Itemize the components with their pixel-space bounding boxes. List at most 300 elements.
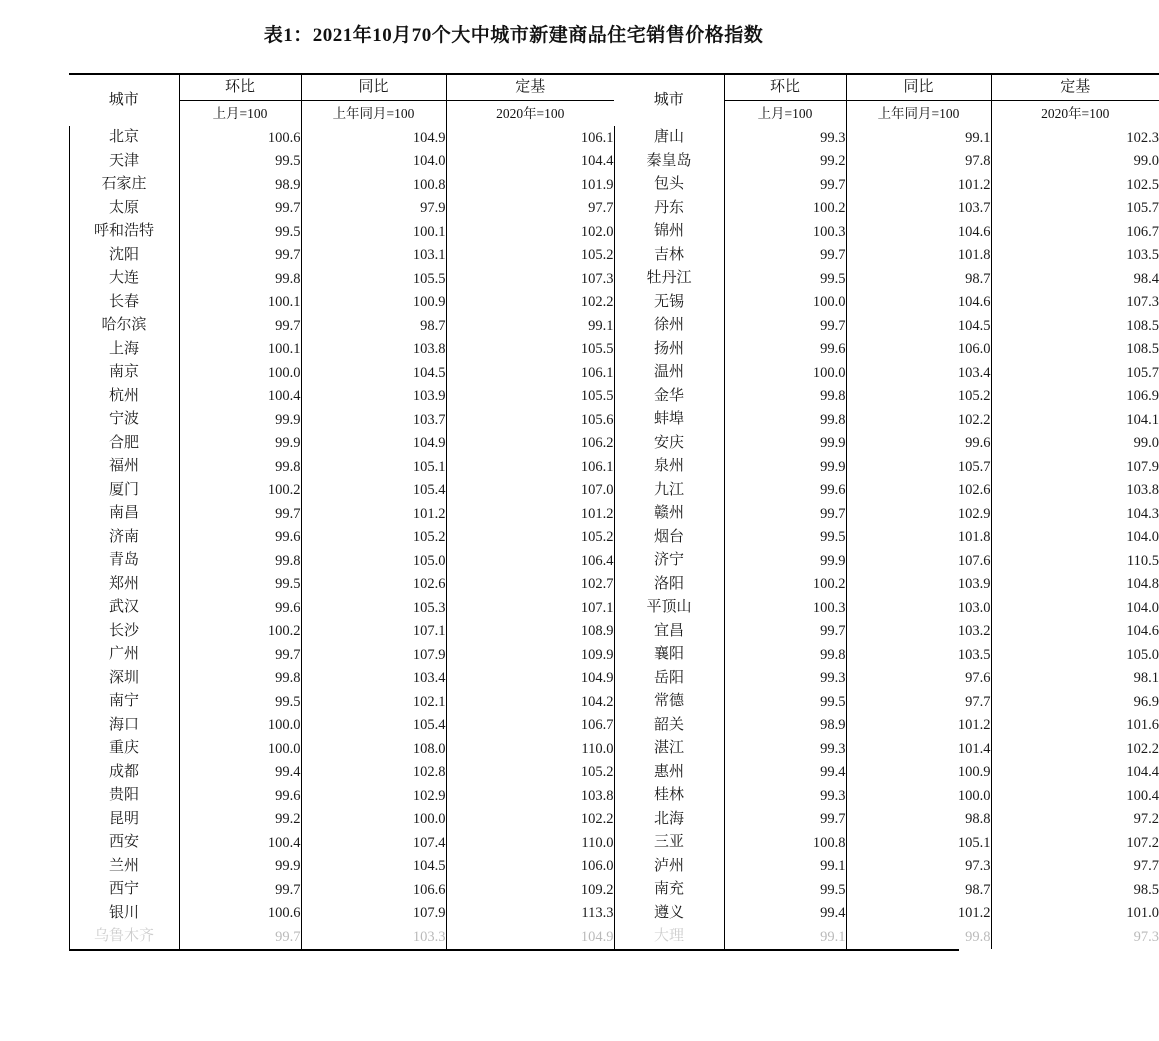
mom-value-left: 99.5 — [179, 690, 301, 714]
city-name-left: 哈尔滨 — [69, 314, 179, 338]
mom-value-left: 99.4 — [179, 761, 301, 785]
title-container — [0, 0, 1027, 47]
mom-value-left: 99.7 — [179, 643, 301, 667]
yoy-value-left: 100.0 — [301, 808, 446, 832]
city-name-right: 锦州 — [614, 220, 724, 244]
yoy-value-right: 97.8 — [846, 150, 991, 174]
city-name-left: 太原 — [69, 197, 179, 221]
yoy-value-right: 105.7 — [846, 455, 991, 479]
base-value-right: 108.5 — [1126, 317, 1159, 334]
base-value-left: 105.6 — [580, 411, 614, 428]
city-name-right: 徐州 — [614, 314, 724, 338]
base-value-right: 103.5 — [1126, 247, 1159, 263]
base-value-right: 104.0 — [1126, 599, 1159, 616]
yoy-value-right: 101.8 — [846, 526, 991, 550]
base-value-left: 105.5 — [580, 341, 614, 357]
mom-value-right: 99.9 — [724, 432, 846, 456]
base-value-right: 104.3 — [1126, 505, 1159, 522]
base-value-left: 107.0 — [580, 482, 614, 498]
yoy-value-right: 103.7 — [846, 197, 991, 221]
base-value-right: 107.3 — [1126, 294, 1159, 310]
base-value-left: 103.8 — [580, 787, 614, 804]
mom-value-left: 99.9 — [179, 855, 301, 879]
mom-value-left: 99.8 — [179, 455, 301, 479]
base-value-left: 105.2 — [580, 529, 614, 545]
mom-value-right: 99.8 — [724, 408, 846, 432]
base-value-left: 106.0 — [580, 858, 614, 874]
city-name-right: 九江 — [614, 479, 724, 503]
yoy-value-left: 105.1 — [301, 455, 446, 479]
city-name-left: 宁波 — [69, 408, 179, 432]
mom-value-right: 100.3 — [724, 220, 846, 244]
table-row — [69, 479, 1159, 503]
city-name-left: 大连 — [69, 267, 179, 291]
yoy-value-left: 107.4 — [301, 831, 446, 855]
header-row-main — [69, 74, 1159, 101]
base-value-right: 97.3 — [1133, 928, 1159, 945]
base-value-right: 105.7 — [1126, 364, 1159, 381]
table-row — [69, 643, 1159, 667]
table-row — [69, 690, 1159, 714]
base-value-left: 104.9 — [580, 928, 614, 945]
yoy-value-left: 103.4 — [301, 667, 446, 691]
mom-value-right: 99.3 — [724, 667, 846, 691]
table-row — [69, 244, 1159, 268]
city-name-right: 扬州 — [614, 338, 724, 362]
city-name-left: 广州 — [69, 643, 179, 667]
yoy-value-right: 99.6 — [846, 432, 991, 456]
mom-value-right: 99.5 — [724, 267, 846, 291]
table-row — [69, 831, 1159, 855]
yoy-value-left: 105.0 — [301, 549, 446, 573]
mom-value-left: 99.7 — [179, 878, 301, 902]
city-name-right: 岳阳 — [614, 667, 724, 691]
city-name-left: 上海 — [69, 338, 179, 362]
table-row — [69, 126, 1159, 150]
yoy-value-left: 105.4 — [301, 714, 446, 738]
page-title: 表1：2021年10月70个大中城市新建商品住宅销售价格指数 — [263, 25, 764, 46]
table-row — [69, 784, 1159, 808]
base-value-right: 99.0 — [1133, 435, 1159, 451]
city-name-left: 成都 — [69, 761, 179, 785]
yoy-value-right: 103.0 — [846, 596, 991, 620]
mom-value-left: 99.7 — [179, 244, 301, 268]
city-name-left: 石家庄 — [69, 173, 179, 197]
city-name-right: 金华 — [614, 385, 724, 409]
mom-value-left: 99.9 — [179, 432, 301, 456]
city-name-right: 秦皇岛 — [614, 150, 724, 174]
header-city-left: 城市 — [69, 74, 179, 126]
yoy-value-right: 101.2 — [846, 902, 991, 926]
base-value-right: 107.9 — [1126, 458, 1159, 475]
base-value-left: 106.1 — [580, 364, 614, 381]
city-name-right: 南充 — [614, 878, 724, 902]
city-name-right: 襄阳 — [614, 643, 724, 667]
city-name-left: 长春 — [69, 291, 179, 315]
yoy-value-left: 102.6 — [301, 573, 446, 597]
city-name-left: 深圳 — [69, 667, 179, 691]
mom-value-right: 100.2 — [724, 573, 846, 597]
header-yoy-right: 同比 — [846, 74, 991, 101]
base-value-left: 109.9 — [580, 646, 614, 663]
mom-value-right: 99.8 — [724, 643, 846, 667]
table-row — [69, 925, 1159, 949]
yoy-value-right: 98.8 — [846, 808, 991, 832]
header-base-sub-right: 2020年=100 — [991, 101, 1159, 127]
city-name-left: 呼和浩特 — [69, 220, 179, 244]
mom-value-left: 99.7 — [179, 314, 301, 338]
mom-value-right: 99.7 — [724, 620, 846, 644]
city-name-left: 青岛 — [69, 549, 179, 573]
table-row — [69, 526, 1159, 550]
table-row — [69, 878, 1159, 902]
city-name-right: 北海 — [614, 808, 724, 832]
yoy-value-right: 97.7 — [846, 690, 991, 714]
city-name-right: 三亚 — [614, 831, 724, 855]
base-value-left: 110.0 — [581, 834, 614, 851]
city-name-left: 天津 — [69, 150, 179, 174]
housing-price-index-table — [69, 73, 1159, 949]
city-name-right: 安庆 — [614, 432, 724, 456]
base-value-left: 106.2 — [580, 435, 614, 451]
yoy-value-right: 101.2 — [846, 173, 991, 197]
yoy-value-left: 105.5 — [301, 267, 446, 291]
mom-value-right: 100.2 — [724, 197, 846, 221]
city-name-left: 西安 — [69, 831, 179, 855]
base-value-left: 102.7 — [580, 576, 614, 592]
city-name-right: 大理 — [614, 925, 724, 949]
base-value-left: 101.9 — [580, 176, 614, 193]
base-value-right: 101.0 — [1126, 905, 1159, 921]
mom-value-right: 100.0 — [724, 361, 846, 385]
mom-value-left: 100.4 — [179, 831, 301, 855]
table-row — [69, 173, 1159, 197]
yoy-value-right: 103.4 — [846, 361, 991, 385]
mom-value-right: 99.7 — [724, 244, 846, 268]
base-value-right: 110.5 — [1126, 552, 1159, 569]
mom-value-left: 100.1 — [179, 291, 301, 315]
city-name-left: 银川 — [69, 902, 179, 926]
mom-value-right: 99.5 — [724, 526, 846, 550]
yoy-value-right: 102.2 — [846, 408, 991, 432]
base-value-right: 104.0 — [1126, 529, 1159, 545]
base-value-right: 106.9 — [1126, 388, 1159, 404]
city-name-right: 包头 — [614, 173, 724, 197]
mom-value-right: 99.9 — [724, 549, 846, 573]
mom-value-left: 99.6 — [179, 596, 301, 620]
base-value-right: 105.0 — [1126, 646, 1159, 663]
base-value-right: 105.7 — [1126, 200, 1159, 216]
yoy-value-left: 103.3 — [301, 925, 446, 949]
yoy-value-left: 105.2 — [301, 526, 446, 550]
yoy-value-left: 104.9 — [301, 126, 446, 150]
city-name-right: 牡丹江 — [614, 267, 724, 291]
yoy-value-right: 103.5 — [846, 643, 991, 667]
city-name-left: 海口 — [69, 714, 179, 738]
mom-value-right: 99.4 — [724, 902, 846, 926]
table-row — [69, 502, 1159, 526]
city-name-left: 合肥 — [69, 432, 179, 456]
base-value-right: 104.6 — [1126, 623, 1159, 639]
yoy-value-right: 104.5 — [846, 314, 991, 338]
city-name-left: 乌鲁木齐 — [69, 925, 179, 949]
mom-value-right: 100.0 — [724, 291, 846, 315]
yoy-value-left: 102.9 — [301, 784, 446, 808]
table-head — [69, 74, 1159, 126]
city-name-right: 济宁 — [614, 549, 724, 573]
yoy-value-right: 98.7 — [846, 878, 991, 902]
mom-value-right: 99.2 — [724, 150, 846, 174]
base-value-right: 104.4 — [1126, 764, 1159, 780]
mom-value-right: 99.3 — [724, 126, 846, 150]
city-name-right: 烟台 — [614, 526, 724, 550]
base-value-right: 101.6 — [1126, 717, 1159, 733]
table-row — [69, 385, 1159, 409]
yoy-value-left: 103.9 — [301, 385, 446, 409]
yoy-value-right: 107.6 — [846, 549, 991, 573]
city-name-left: 厦门 — [69, 479, 179, 503]
table-row — [69, 667, 1159, 691]
base-value-right: 108.5 — [1126, 341, 1159, 357]
table-row — [69, 455, 1159, 479]
table-row — [69, 291, 1159, 315]
city-name-right: 桂林 — [614, 784, 724, 808]
yoy-value-right: 99.1 — [846, 126, 991, 150]
mom-value-left: 100.6 — [179, 902, 301, 926]
table-row — [69, 197, 1159, 221]
table-row — [69, 855, 1159, 879]
table-row — [69, 150, 1159, 174]
base-value-right: 107.2 — [1126, 834, 1159, 851]
mom-value-left: 99.8 — [179, 549, 301, 573]
city-name-left: 南宁 — [69, 690, 179, 714]
table-row — [69, 620, 1159, 644]
mom-value-right: 99.3 — [724, 784, 846, 808]
yoy-value-left: 102.1 — [301, 690, 446, 714]
yoy-value-left: 104.5 — [301, 361, 446, 385]
city-name-left: 武汉 — [69, 596, 179, 620]
mom-value-right: 99.5 — [724, 878, 846, 902]
city-name-right: 惠州 — [614, 761, 724, 785]
base-value-left: 107.3 — [580, 270, 614, 287]
mom-value-left: 100.4 — [179, 385, 301, 409]
yoy-value-left: 101.2 — [301, 502, 446, 526]
base-value-right: 106.7 — [1126, 223, 1159, 240]
table-row — [69, 338, 1159, 362]
city-name-left: 贵阳 — [69, 784, 179, 808]
yoy-value-right: 101.2 — [846, 714, 991, 738]
base-value-right: 102.3 — [1126, 129, 1159, 146]
base-value-right: 100.4 — [1126, 787, 1159, 804]
city-name-left: 济南 — [69, 526, 179, 550]
mom-value-left: 99.9 — [179, 408, 301, 432]
base-value-left: 102.2 — [580, 811, 614, 827]
yoy-value-left: 104.5 — [301, 855, 446, 879]
yoy-value-left: 102.8 — [301, 761, 446, 785]
table-row — [69, 808, 1159, 832]
mom-value-right: 99.1 — [724, 855, 846, 879]
mom-value-right: 98.9 — [724, 714, 846, 738]
mom-value-left: 99.7 — [179, 925, 301, 949]
table-row — [69, 902, 1159, 926]
yoy-value-left: 100.1 — [301, 220, 446, 244]
city-name-left: 长沙 — [69, 620, 179, 644]
city-name-left: 昆明 — [69, 808, 179, 832]
yoy-value-right: 101.8 — [846, 244, 991, 268]
mom-value-right: 99.6 — [724, 479, 846, 503]
city-name-right: 唐山 — [614, 126, 724, 150]
base-value-left: 105.2 — [580, 247, 614, 263]
mom-value-left: 99.7 — [179, 502, 301, 526]
yoy-value-left: 103.8 — [301, 338, 446, 362]
base-value-left: 106.1 — [580, 458, 614, 475]
table-container — [69, 73, 1159, 949]
yoy-value-left: 105.3 — [301, 596, 446, 620]
city-name-right: 泉州 — [614, 455, 724, 479]
table-row — [69, 314, 1159, 338]
base-value-left: 106.1 — [580, 129, 614, 146]
yoy-value-right: 106.0 — [846, 338, 991, 362]
yoy-value-right: 99.8 — [846, 925, 991, 949]
table-row — [69, 714, 1159, 738]
yoy-value-right: 103.9 — [846, 573, 991, 597]
base-value-left: 104.2 — [580, 693, 614, 710]
bottom-fade-overlay — [0, 1011, 1027, 1041]
city-name-left: 福州 — [69, 455, 179, 479]
mom-value-right: 100.8 — [724, 831, 846, 855]
header-base-left: 定基 — [446, 74, 614, 101]
base-value-left: 113.3 — [581, 905, 614, 921]
base-value-right: 104.1 — [1126, 411, 1159, 428]
base-value-left: 106.7 — [580, 717, 614, 733]
mom-value-left: 100.0 — [179, 714, 301, 738]
yoy-value-right: 105.1 — [846, 831, 991, 855]
base-value-left: 110.0 — [581, 740, 614, 757]
base-value-left: 104.9 — [580, 670, 614, 686]
mom-value-left: 100.0 — [179, 737, 301, 761]
city-name-left: 北京 — [69, 126, 179, 150]
city-name-left: 杭州 — [69, 385, 179, 409]
city-name-left: 南昌 — [69, 502, 179, 526]
yoy-value-left: 103.1 — [301, 244, 446, 268]
city-name-left: 郑州 — [69, 573, 179, 597]
mom-value-right: 99.6 — [724, 338, 846, 362]
city-name-right: 赣州 — [614, 502, 724, 526]
base-value-left: 106.4 — [580, 552, 614, 569]
base-value-left: 102.2 — [580, 294, 614, 310]
yoy-value-left: 108.0 — [301, 737, 446, 761]
base-value-right: 96.9 — [1133, 693, 1159, 710]
base-value-right: 102.2 — [1126, 740, 1159, 757]
base-value-left: 108.9 — [580, 623, 614, 639]
base-value-left: 97.7 — [588, 200, 614, 216]
yoy-value-left: 107.9 — [301, 902, 446, 926]
city-name-right: 平顶山 — [614, 596, 724, 620]
header-yoy-sub-left: 上年同月=100 — [301, 101, 446, 127]
mom-value-right: 99.7 — [724, 808, 846, 832]
base-value-right: 98.5 — [1133, 881, 1159, 898]
city-name-right: 洛阳 — [614, 573, 724, 597]
header-base-sub-left: 2020年=100 — [446, 101, 614, 127]
mom-value-left: 99.6 — [179, 784, 301, 808]
header-mom-left: 环比 — [179, 74, 301, 101]
city-name-left: 兰州 — [69, 855, 179, 879]
base-value-right: 97.2 — [1133, 811, 1159, 827]
yoy-value-right: 104.6 — [846, 291, 991, 315]
mom-value-left: 98.9 — [179, 173, 301, 197]
base-value-right: 99.0 — [1133, 153, 1159, 169]
mom-value-right: 99.7 — [724, 173, 846, 197]
mom-value-right: 99.5 — [724, 690, 846, 714]
city-name-right: 无锡 — [614, 291, 724, 315]
base-value-left: 109.2 — [580, 881, 614, 898]
city-name-right: 湛江 — [614, 737, 724, 761]
mom-value-left: 100.1 — [179, 338, 301, 362]
yoy-value-right: 103.2 — [846, 620, 991, 644]
mom-value-left: 100.6 — [179, 126, 301, 150]
mom-value-left: 100.2 — [179, 620, 301, 644]
base-value-left: 101.2 — [580, 505, 614, 522]
yoy-value-left: 107.1 — [301, 620, 446, 644]
city-name-left: 南京 — [69, 361, 179, 385]
base-value-left: 99.1 — [588, 317, 614, 334]
table-row — [69, 737, 1159, 761]
yoy-value-right: 97.6 — [846, 667, 991, 691]
table-body — [69, 126, 1159, 949]
base-value-left: 105.2 — [580, 764, 614, 780]
yoy-value-right: 102.9 — [846, 502, 991, 526]
table-row — [69, 267, 1159, 291]
header-mom-right: 环比 — [724, 74, 846, 101]
yoy-value-right: 98.7 — [846, 267, 991, 291]
yoy-value-right: 101.4 — [846, 737, 991, 761]
base-value-right: 104.8 — [1126, 576, 1159, 592]
yoy-value-left: 104.0 — [301, 150, 446, 174]
city-name-right: 温州 — [614, 361, 724, 385]
base-value-right: 98.1 — [1133, 670, 1159, 686]
yoy-value-left: 106.6 — [301, 878, 446, 902]
yoy-value-left: 103.7 — [301, 408, 446, 432]
table-row — [69, 761, 1159, 785]
base-value-left: 107.1 — [580, 599, 614, 616]
table-bottom-rule — [69, 949, 959, 951]
mom-value-left: 99.5 — [179, 220, 301, 244]
base-value-right: 98.4 — [1133, 270, 1159, 287]
table-row — [69, 549, 1159, 573]
base-value-right: 97.7 — [1133, 858, 1159, 874]
base-value-left: 104.4 — [580, 153, 614, 169]
yoy-value-right: 102.6 — [846, 479, 991, 503]
city-name-right: 吉林 — [614, 244, 724, 268]
header-city-right: 城市 — [614, 74, 724, 126]
header-mom-sub-left: 上月=100 — [179, 101, 301, 127]
yoy-value-right: 97.3 — [846, 855, 991, 879]
yoy-value-right: 100.9 — [846, 761, 991, 785]
table-row — [69, 596, 1159, 620]
mom-value-left: 100.0 — [179, 361, 301, 385]
mom-value-right: 99.7 — [724, 502, 846, 526]
yoy-value-right: 105.2 — [846, 385, 991, 409]
mom-value-left: 99.6 — [179, 526, 301, 550]
yoy-value-right: 100.0 — [846, 784, 991, 808]
mom-value-right: 99.8 — [724, 385, 846, 409]
table-row — [69, 408, 1159, 432]
base-value-left: 105.5 — [580, 388, 614, 404]
yoy-value-left: 97.9 — [301, 197, 446, 221]
city-name-right: 宜昌 — [614, 620, 724, 644]
base-value-left: 102.0 — [580, 223, 614, 240]
yoy-value-left: 100.8 — [301, 173, 446, 197]
